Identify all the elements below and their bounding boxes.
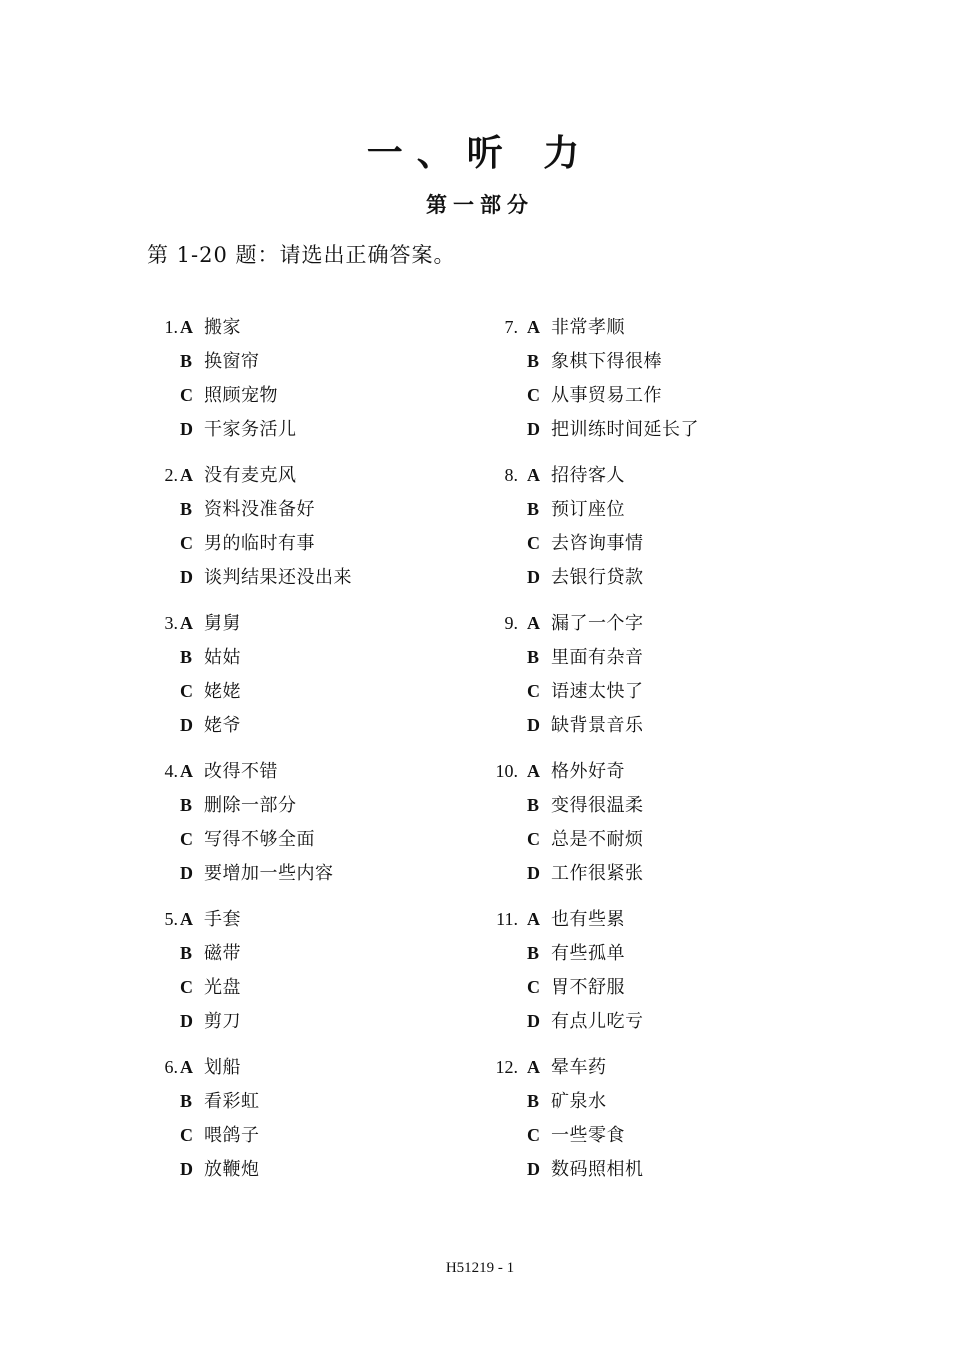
option-text: 喂鸽子 [204, 1125, 260, 1146]
option-list [527, 606, 644, 742]
option-b[interactable] [527, 492, 644, 526]
option-list [527, 902, 644, 1038]
question-number: 1. [164, 317, 178, 337]
question-number: 7. [504, 317, 518, 337]
option-letter: C [527, 681, 540, 701]
option-d[interactable] [527, 560, 644, 594]
option-text: 照顾宠物 [204, 385, 278, 406]
option-letter: A [527, 761, 540, 781]
option-b[interactable] [180, 788, 334, 822]
option-list [180, 458, 352, 594]
option-text: 从事贸易工作 [551, 385, 662, 406]
option-list [180, 902, 241, 1038]
option-letter: C [527, 829, 540, 849]
question-number: 5. [164, 909, 178, 929]
option-d[interactable] [527, 1004, 644, 1038]
option-c[interactable] [180, 378, 297, 412]
option-text: 谈判结果还没出来 [204, 567, 352, 588]
question-number: 2. [164, 465, 178, 485]
option-text: 变得很温柔 [551, 795, 644, 816]
option-b[interactable] [180, 936, 241, 970]
option-text: 搬家 [204, 317, 241, 338]
option-text: 去咨询事情 [551, 533, 644, 554]
option-text: 格外好奇 [551, 761, 625, 782]
option-letter: D [527, 567, 540, 587]
option-text: 一些零食 [551, 1125, 625, 1146]
option-a[interactable] [527, 1050, 644, 1084]
option-text: 漏了一个字 [551, 613, 644, 634]
option-b[interactable] [527, 344, 699, 378]
option-text: 把训练时间延长了 [551, 419, 699, 440]
option-a[interactable] [180, 1050, 260, 1084]
option-letter: C [527, 977, 540, 997]
option-d[interactable] [180, 1004, 241, 1038]
option-d[interactable] [180, 708, 241, 742]
option-b[interactable] [180, 492, 352, 526]
option-letter: A [180, 909, 193, 929]
option-letter: D [527, 715, 540, 735]
option-b[interactable] [527, 640, 644, 674]
option-a[interactable] [527, 458, 644, 492]
section-title: 一、听 力 [366, 133, 594, 174]
question-number: 3. [164, 613, 178, 633]
option-letter: C [180, 977, 193, 997]
option-text: 招待客人 [551, 465, 625, 486]
option-letter: C [527, 385, 540, 405]
option-a[interactable] [527, 310, 699, 344]
option-text: 换窗帘 [204, 351, 260, 372]
question-number: 11. [496, 909, 518, 929]
option-text: 划船 [204, 1057, 241, 1078]
option-d[interactable] [527, 1152, 644, 1186]
option-c[interactable] [527, 822, 644, 856]
option-letter: D [180, 715, 193, 735]
option-list [527, 1050, 644, 1186]
option-letter: A [527, 613, 540, 633]
option-text: 没有麦克风 [204, 465, 297, 486]
option-b[interactable] [180, 344, 297, 378]
option-text: 有些孤单 [551, 943, 625, 964]
option-b[interactable] [180, 1084, 260, 1118]
option-a[interactable] [180, 310, 297, 344]
option-text: 光盘 [204, 977, 241, 998]
option-text: 里面有杂音 [551, 647, 644, 668]
option-letter: B [527, 1091, 540, 1111]
option-letter: B [527, 499, 540, 519]
option-text: 放鞭炮 [204, 1159, 260, 1180]
question-number: 8. [504, 465, 518, 485]
option-b[interactable] [527, 1084, 644, 1118]
option-c[interactable] [527, 674, 644, 708]
option-letter: B [527, 795, 540, 815]
option-letter: A [180, 613, 193, 633]
option-text: 晕车药 [551, 1057, 607, 1078]
option-d[interactable] [180, 856, 334, 890]
option-b[interactable] [527, 936, 644, 970]
option-a[interactable] [180, 606, 241, 640]
option-text: 去银行贷款 [551, 567, 644, 588]
option-c[interactable] [180, 822, 334, 856]
option-text: 男的临时有事 [204, 533, 315, 554]
option-list [180, 606, 241, 742]
option-letter: B [180, 351, 193, 371]
option-letter: B [180, 647, 193, 667]
option-list [527, 310, 699, 446]
option-text: 手套 [204, 909, 241, 930]
option-letter: B [180, 795, 193, 815]
option-text: 磁带 [204, 943, 241, 964]
option-text: 矿泉水 [551, 1091, 607, 1112]
option-text: 缺背景音乐 [551, 715, 644, 736]
option-text: 工作很紧张 [551, 863, 644, 884]
option-d[interactable] [527, 856, 644, 890]
option-text: 写得不够全面 [204, 829, 315, 850]
option-list [527, 754, 644, 890]
option-letter: D [527, 1159, 540, 1179]
option-text: 删除一部分 [204, 795, 297, 816]
option-letter: A [180, 465, 193, 485]
option-d[interactable] [180, 560, 352, 594]
option-letter: B [180, 1091, 193, 1111]
option-c[interactable] [527, 1118, 644, 1152]
option-a[interactable] [527, 754, 644, 788]
option-letter: B [180, 499, 193, 519]
option-letter: D [180, 419, 193, 439]
option-letter: D [527, 863, 540, 883]
option-c[interactable] [527, 526, 644, 560]
option-b[interactable] [527, 788, 644, 822]
option-c[interactable] [527, 970, 644, 1004]
instructions: 第 1-20 题：请选出正确答案。 [147, 243, 456, 267]
option-a[interactable] [180, 902, 241, 936]
option-b[interactable] [180, 640, 241, 674]
question-number: 4. [164, 761, 178, 781]
option-letter: A [527, 909, 540, 929]
option-text: 姥爷 [204, 715, 241, 736]
option-letter: C [180, 533, 193, 553]
option-list [180, 310, 297, 446]
option-list [180, 1050, 260, 1186]
option-d[interactable] [180, 1152, 260, 1186]
option-letter: A [527, 1057, 540, 1077]
option-text: 非常孝顺 [551, 317, 625, 338]
option-letter: C [527, 1125, 540, 1145]
option-text: 数码照相机 [551, 1159, 644, 1180]
option-text: 总是不耐烦 [551, 829, 644, 850]
option-c[interactable] [180, 526, 352, 560]
option-letter: B [527, 943, 540, 963]
option-d[interactable] [527, 708, 644, 742]
option-letter: C [180, 1125, 193, 1145]
option-text: 语速太快了 [551, 681, 644, 702]
option-text: 预订座位 [551, 499, 625, 520]
option-text: 看彩虹 [204, 1091, 260, 1112]
option-text: 改得不错 [204, 761, 278, 782]
option-c[interactable] [527, 378, 699, 412]
option-text: 要增加一些内容 [204, 863, 334, 884]
question-number: 12. [495, 1057, 518, 1077]
option-letter: A [180, 761, 193, 781]
option-text: 姥姥 [204, 681, 241, 702]
question-number: 9. [504, 613, 518, 633]
option-text: 有点儿吃亏 [551, 1011, 644, 1032]
option-list [527, 458, 644, 594]
question-number: 10. [495, 761, 518, 781]
option-letter: A [180, 1057, 193, 1077]
option-letter: D [527, 419, 540, 439]
option-letter: B [527, 647, 540, 667]
option-text: 资料没准备好 [204, 499, 315, 520]
option-letter: D [180, 863, 193, 883]
option-letter: C [527, 533, 540, 553]
option-letter: D [180, 1011, 193, 1031]
option-letter: A [180, 317, 193, 337]
option-text: 姑姑 [204, 647, 241, 668]
option-d[interactable] [180, 412, 297, 446]
option-list [180, 754, 334, 890]
option-letter: C [180, 681, 193, 701]
question-number: 6. [164, 1057, 178, 1077]
option-a[interactable] [527, 606, 644, 640]
option-letter: D [180, 1159, 193, 1179]
page-footer: H51219 - 1 [445, 1260, 515, 1276]
option-letter: A [527, 465, 540, 485]
option-text: 象棋下得很棒 [551, 351, 662, 372]
option-text: 也有些累 [551, 909, 625, 930]
option-text: 舅舅 [204, 613, 241, 634]
option-d[interactable] [527, 412, 699, 446]
option-letter: D [180, 567, 193, 587]
option-text: 干家务活儿 [204, 419, 297, 440]
option-letter: C [180, 829, 193, 849]
option-letter: D [527, 1011, 540, 1031]
option-c[interactable] [180, 674, 241, 708]
option-text: 剪刀 [204, 1011, 241, 1032]
option-a[interactable] [527, 902, 644, 936]
option-text: 胃不舒服 [551, 977, 625, 998]
option-letter: B [527, 351, 540, 371]
option-letter: B [180, 943, 193, 963]
option-c[interactable] [180, 1118, 260, 1152]
option-c[interactable] [180, 970, 241, 1004]
option-letter: C [180, 385, 193, 405]
option-letter: A [527, 317, 540, 337]
option-a[interactable] [180, 754, 334, 788]
option-a[interactable] [180, 458, 352, 492]
part-title: 第一部分 [426, 193, 534, 217]
